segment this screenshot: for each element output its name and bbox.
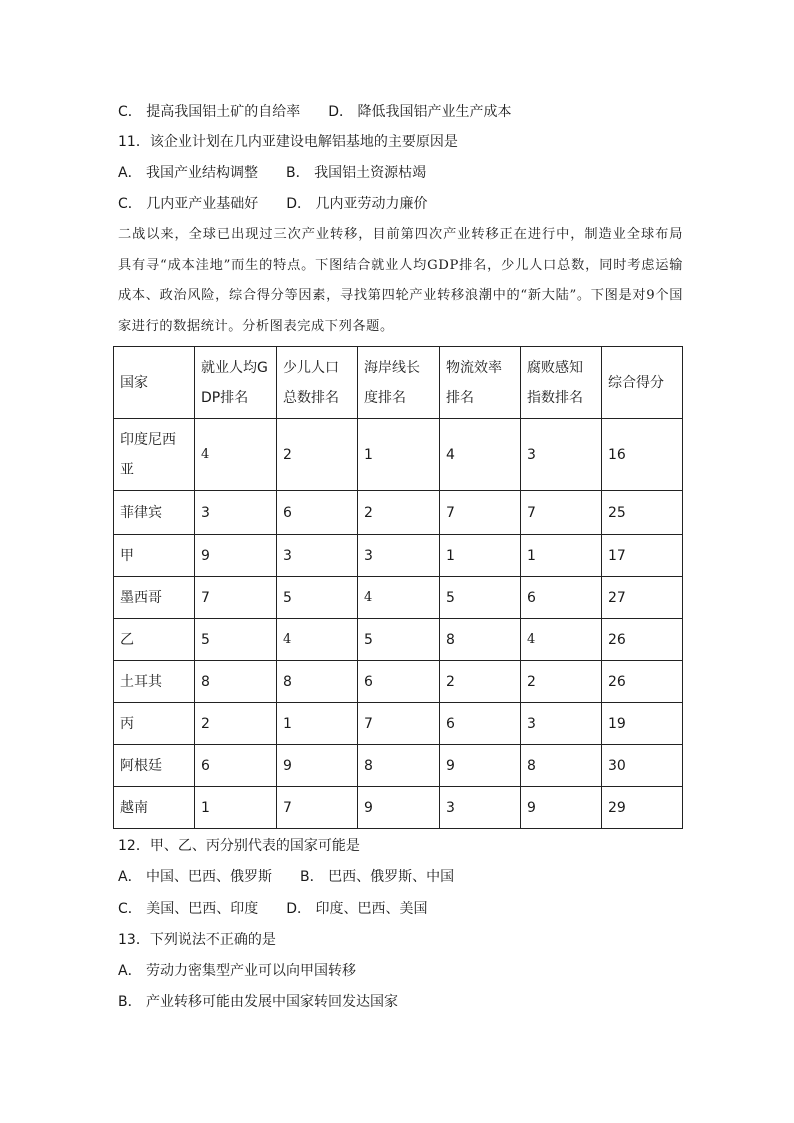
child-population-rank-cell: 6 — [277, 491, 358, 535]
q12-option-b: B． 巴西、俄罗斯、中国 — [300, 869, 455, 885]
logistics-rank-cell: 7 — [440, 491, 521, 535]
corruption-rank-cell: 2 — [521, 661, 602, 703]
total-score-cell: 17 — [602, 535, 683, 577]
header-country: 国家 — [114, 347, 195, 419]
country-cell: 阿根廷 — [114, 745, 195, 787]
logistics-rank-cell: 4 — [440, 419, 521, 491]
country-cell: 菲律宾 — [114, 491, 195, 535]
total-score-cell: 19 — [602, 703, 683, 745]
child-population-rank-cell: 7 — [277, 787, 358, 829]
question-11-options-ab — [118, 163, 426, 183]
option-row-cd — [118, 102, 511, 122]
child-population-rank-cell: 4 — [277, 619, 358, 661]
coastline-rank-cell: 7 — [358, 703, 440, 745]
total-score-cell: 25 — [602, 491, 683, 535]
q13-option-b: B． 产业转移可能由发展中国家转回发达国家 — [118, 994, 399, 1010]
country-cell: 丙 — [114, 703, 195, 745]
logistics-rank-cell: 1 — [440, 535, 521, 577]
table-row — [114, 419, 683, 491]
corruption-rank-cell: 8 — [521, 745, 602, 787]
gdp-rank-cell: 8 — [195, 661, 277, 703]
header-gdp-rank: 就业人均GDP排名 — [195, 347, 277, 419]
header-coastline-rank: 海岸线长度排名 — [358, 347, 440, 419]
q11-option-d: D． 几内亚劳动力廉价 — [286, 196, 428, 212]
coastline-rank-cell: 4 — [358, 577, 440, 619]
question-12-options-ab — [118, 867, 454, 887]
coastline-rank-cell: 2 — [358, 491, 440, 535]
logistics-rank-cell: 8 — [440, 619, 521, 661]
corruption-rank-cell: 6 — [521, 577, 602, 619]
gdp-rank-cell: 1 — [195, 787, 277, 829]
child-population-rank-cell: 5 — [277, 577, 358, 619]
coastline-rank-cell: 9 — [358, 787, 440, 829]
corruption-rank-cell: 7 — [521, 491, 602, 535]
table-row — [114, 491, 683, 535]
corruption-rank-cell: 4 — [521, 619, 602, 661]
table-header-row — [114, 347, 683, 419]
logistics-rank-cell: 2 — [440, 661, 521, 703]
table-row — [114, 535, 683, 577]
table-row — [114, 745, 683, 787]
question-12-options-cd — [118, 899, 427, 919]
child-population-rank-cell: 9 — [277, 745, 358, 787]
corruption-rank-cell: 1 — [521, 535, 602, 577]
gdp-rank-cell: 5 — [195, 619, 277, 661]
child-population-rank-cell: 8 — [277, 661, 358, 703]
country-ranking-table — [113, 346, 683, 829]
header-total-score: 综合得分 — [602, 347, 683, 419]
country-cell: 墨西哥 — [114, 577, 195, 619]
coastline-rank-cell: 8 — [358, 745, 440, 787]
logistics-rank-cell: 5 — [440, 577, 521, 619]
q13-option-a: A． 劳动力密集型产业可以向甲国转移 — [118, 963, 357, 979]
child-population-rank-cell: 2 — [277, 419, 358, 491]
logistics-rank-cell: 3 — [440, 787, 521, 829]
gdp-rank-cell: 2 — [195, 703, 277, 745]
total-score-cell: 29 — [602, 787, 683, 829]
option-c: C． 提高我国铝土矿的自给率 — [118, 104, 301, 120]
country-cell: 印度尼西亚 — [114, 419, 195, 491]
corruption-rank-cell: 9 — [521, 787, 602, 829]
corruption-rank-cell: 3 — [521, 703, 602, 745]
child-population-rank-cell: 3 — [277, 535, 358, 577]
country-cell: 甲 — [114, 535, 195, 577]
table-row — [114, 703, 683, 745]
q12-option-a: A． 中国、巴西、俄罗斯 — [118, 869, 273, 885]
gdp-rank-cell: 4 — [195, 419, 277, 491]
header-corruption-rank: 腐败感知指数排名 — [521, 347, 602, 419]
total-score-cell: 16 — [602, 419, 683, 491]
country-cell: 越南 — [114, 787, 195, 829]
coastline-rank-cell: 1 — [358, 419, 440, 491]
coastline-rank-cell: 5 — [358, 619, 440, 661]
gdp-rank-cell: 3 — [195, 491, 277, 535]
q11-option-b: B． 我国铝土资源枯竭 — [286, 165, 427, 181]
table-row — [114, 619, 683, 661]
header-logistics-rank: 物流效率排名 — [440, 347, 521, 419]
table-row — [114, 661, 683, 703]
total-score-cell: 26 — [602, 619, 683, 661]
total-score-cell: 26 — [602, 661, 683, 703]
child-population-rank-cell: 1 — [277, 703, 358, 745]
question-11-options-cd — [118, 194, 427, 214]
table-row — [114, 787, 683, 829]
q12-option-c: C． 美国、巴西、印度 — [118, 901, 259, 917]
total-score-cell: 27 — [602, 577, 683, 619]
passage: 二战以来，全球已出现过三次产业转移，目前第四次产业转移正在进行中，制造业全球布局具有寻“成本洼地”而生的特点。下图结合就业人均GDP排名，少儿人口总数，同时考虑运输成本、政治风险，综合得分等因素，寻找第四轮产业转移浪潮中的“新大陆”。下图是对9个国家进行的数据统计。分析图表完成下列各题。 — [118, 227, 683, 334]
country-cell: 乙 — [114, 619, 195, 661]
option-d: D． 降低我国铝产业生产成本 — [328, 104, 512, 120]
gdp-rank-cell: 9 — [195, 535, 277, 577]
q12-option-d: D． 印度、巴西、美国 — [286, 901, 428, 917]
logistics-rank-cell: 6 — [440, 703, 521, 745]
header-child-population-rank: 少儿人口总数排名 — [277, 347, 358, 419]
question-11-stem: 11．该企业计划在几内亚建设电解铝基地的主要原因是 — [118, 134, 458, 150]
gdp-rank-cell: 6 — [195, 745, 277, 787]
q11-option-c: C． 几内亚产业基础好 — [118, 196, 259, 212]
logistics-rank-cell: 9 — [440, 745, 521, 787]
table-row — [114, 577, 683, 619]
q11-option-a: A． 我国产业结构调整 — [118, 165, 259, 181]
coastline-rank-cell: 3 — [358, 535, 440, 577]
country-cell: 土耳其 — [114, 661, 195, 703]
total-score-cell: 30 — [602, 745, 683, 787]
coastline-rank-cell: 6 — [358, 661, 440, 703]
corruption-rank-cell: 3 — [521, 419, 602, 491]
question-13-stem: 13．下列说法不正确的是 — [118, 932, 276, 948]
question-12-stem: 12．甲、乙、丙分别代表的国家可能是 — [118, 838, 360, 854]
gdp-rank-cell: 7 — [195, 577, 277, 619]
